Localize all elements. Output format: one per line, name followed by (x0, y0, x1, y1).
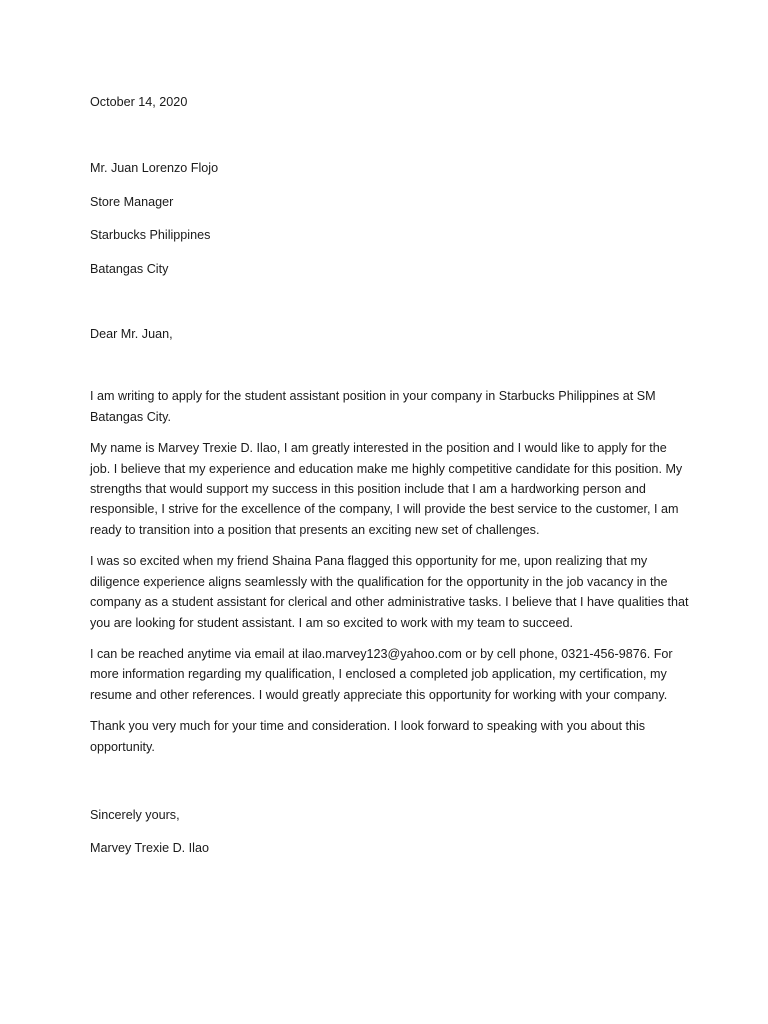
body-paragraph-contact: I can be reached anytime via email at ilao.marvey123@yahoo.com or by cell phone, 0321-456-9876. For more information regarding my qualification, I enclosed a completed job application, my certification, my resume and other references. I would greatly appreciate this opportunity for working with your company. (90, 646, 673, 702)
letter-date: October 14, 2020 (90, 95, 188, 109)
recipient-city: Batangas City (90, 261, 169, 276)
recipient-title: Store Manager (90, 194, 174, 209)
recipient-name: Mr. Juan Lorenzo Flojo (90, 161, 219, 176)
signature-name: Marvey Trexie D. Ilao (90, 841, 209, 856)
body-paragraph-qualifications: My name is Marvey Trexie D. Ilao, I am greatly interested in the position and I would like to apply for the job. I believe that my experience and education make me highly competitive candidate for this position. My strengths that would support my success in this position include that I am a hardworking person and responsible, I strive for the excellence of the company, I will provide the best service to the customer, I am ready to transition into a position that presents an exciting new set of challenges. (90, 441, 683, 537)
body-paragraph-intro: I am writing to apply for the student assistant position in your company in Starbucks Philippines at SM Batangas City. (90, 389, 656, 424)
recipient-company: Starbucks Philippines (90, 228, 211, 243)
body-paragraph-thanks: Thank you very much for your time and consideration. I look forward to speaking with you about this opportunity. (90, 719, 646, 754)
closing: Sincerely yours, (90, 807, 180, 822)
cover-letter (90, 92, 690, 859)
body-paragraph-referral: I was so excited when my friend Shaina Pana flagged this opportunity for me, upon realizing that my diligence experience aligns seamlessly with the qualification for the opportunity in the job vacancy in the company as a student assistant for clerical and other administrative tasks. I believe that I have qualities that you are looking for student assistant. I am so excited to work with my team to succeed. (90, 554, 689, 630)
salutation: Dear Mr. Juan, (90, 327, 173, 342)
